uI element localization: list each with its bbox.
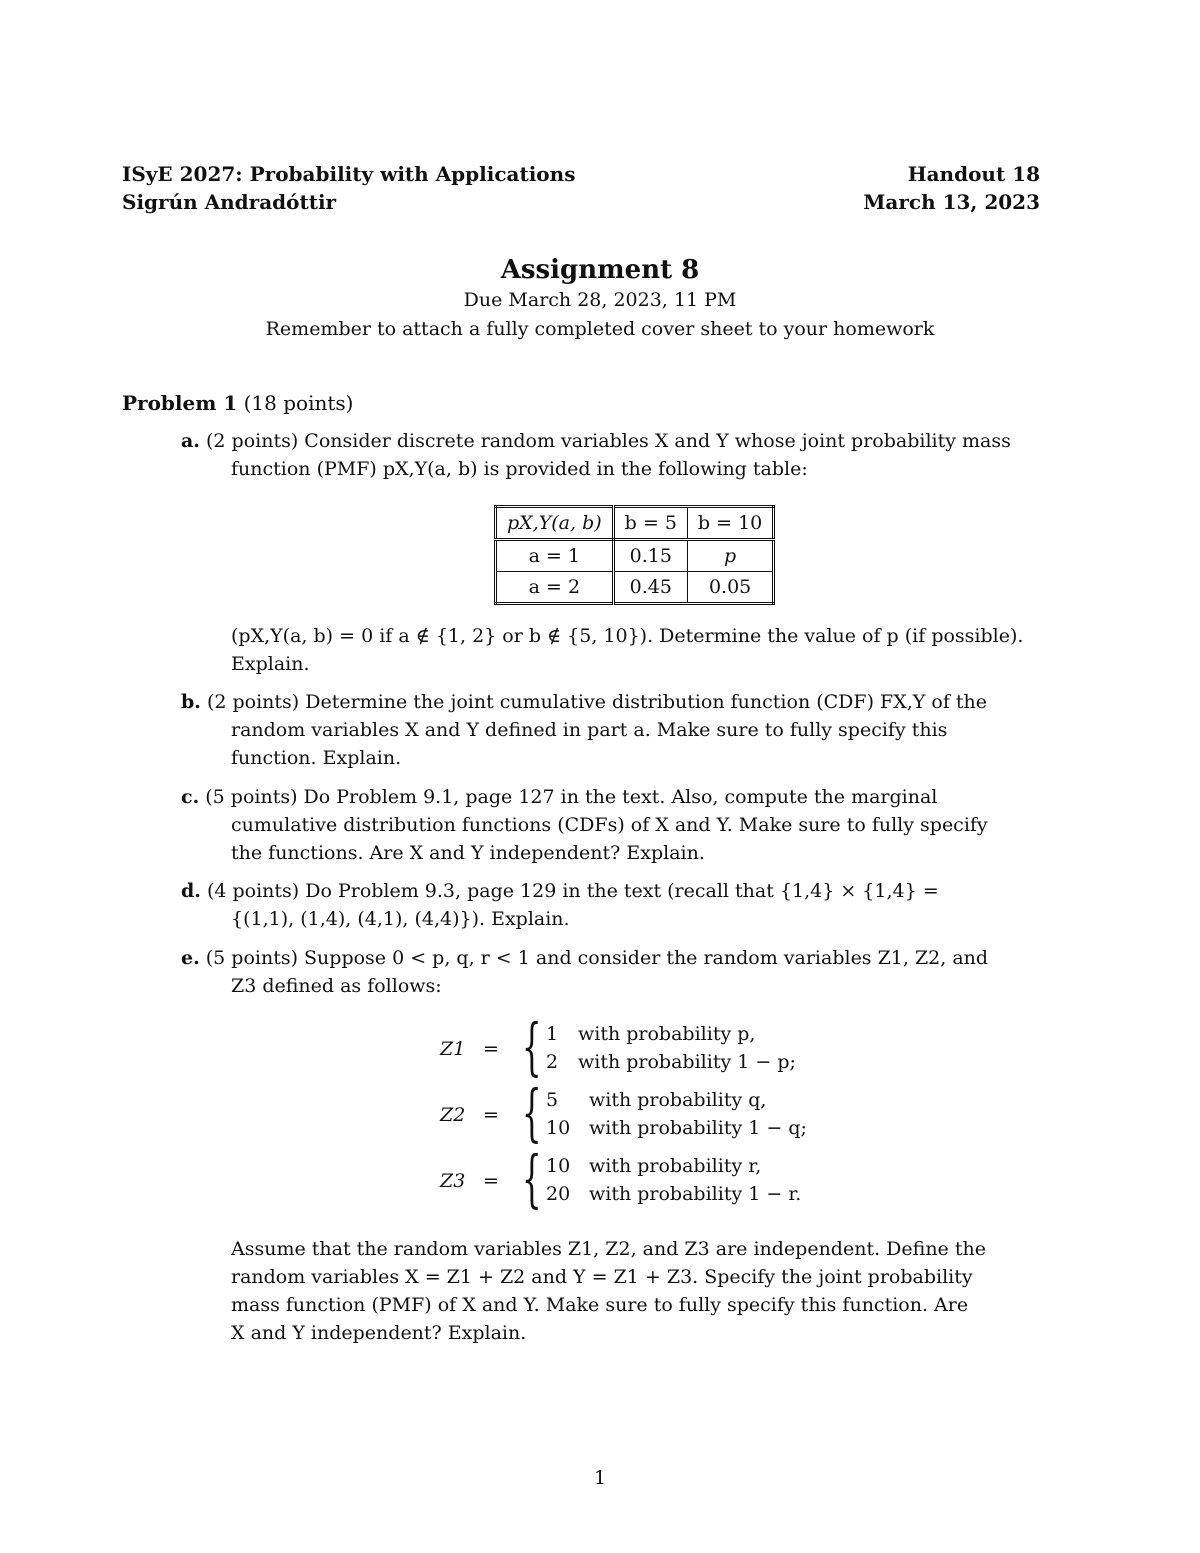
pmf-table xyxy=(494,505,775,605)
table-header-row xyxy=(496,507,774,540)
table-header-cell: pX,Y(a, b) xyxy=(496,507,614,540)
part-c xyxy=(181,783,1041,811)
z3-value-2: 20 xyxy=(546,1183,571,1205)
part-d-line-2: {(1,1), (1,4), (4,1), (4,4)}). Explain. xyxy=(231,908,570,930)
part-b-line-2: random variables X and Y defined in part a. Make sure to fully specify this xyxy=(231,719,948,741)
part-b-line-1: (2 points) Determine the joint cumulative distribution function (CDF) FX,Y of the xyxy=(206,691,988,713)
course-title: ISyE 2027: Probability with Applications xyxy=(122,162,576,186)
z2-equals: = xyxy=(483,1104,499,1126)
table-cell: p xyxy=(687,540,773,572)
z2-brace-icon: { xyxy=(521,1076,542,1149)
z2-prob-1: with probability q, xyxy=(589,1089,767,1111)
table-cell: a = 1 xyxy=(496,540,614,572)
part-e-para-1: Assume that the random variables Z1, Z2, and Z3 are independent. Define the xyxy=(231,1238,986,1260)
problem-points: (18 points) xyxy=(243,391,354,415)
part-a xyxy=(181,427,1041,455)
part-a-label: a. xyxy=(181,430,200,452)
part-a-text-1: (2 points) Consider discrete random variables X and Y whose joint probability mass xyxy=(205,430,1011,452)
z1-value-1: 1 xyxy=(546,1023,559,1045)
part-d-line-1: (4 points) Do Problem 9.3, page 129 in the text (recall that {1,4} × {1,4} = xyxy=(206,880,939,902)
problem-label: Problem 1 xyxy=(122,391,238,415)
table-cell: 0.05 xyxy=(687,572,773,604)
part-e-para-4: X and Y independent? Explain. xyxy=(231,1322,527,1344)
part-a-after-1: (pX,Y(a, b) = 0 if a ∉ {1, 2} or b ∉ {5, 10}). Determine the value of p (if possible). xyxy=(231,625,1024,647)
part-e-line-1: (5 points) Suppose 0 < p, q, r < 1 and consider the random variables Z1, Z2, and xyxy=(205,947,989,969)
part-b-line-3: function. Explain. xyxy=(231,747,402,769)
z2-prob-2: with probability 1 − q; xyxy=(589,1117,807,1139)
z3-prob-1: with probability r, xyxy=(589,1155,762,1177)
part-e xyxy=(181,944,1041,972)
part-b-label: b. xyxy=(181,691,201,713)
problem-1-heading xyxy=(122,391,353,415)
page-number: 1 xyxy=(593,1467,607,1489)
table-row xyxy=(496,572,774,604)
z1-prob-1: with probability p, xyxy=(578,1023,756,1045)
part-e-label: e. xyxy=(181,947,200,969)
part-d xyxy=(181,877,1041,905)
assignment-title: Assignment 8 xyxy=(500,255,700,285)
part-d-label: d. xyxy=(181,880,201,902)
part-b xyxy=(181,688,1041,716)
z1-equals: = xyxy=(483,1038,499,1060)
z2-value-1: 5 xyxy=(546,1089,559,1111)
table-cell: a = 2 xyxy=(496,572,614,604)
z3-brace-icon: { xyxy=(521,1142,542,1215)
cover-sheet-reminder: Remember to attach a fully completed cover sheet to your homework xyxy=(265,318,935,340)
z1-value-2: 2 xyxy=(546,1051,559,1073)
table-header-cell: b = 5 xyxy=(613,507,687,540)
part-c-line-3: the functions. Are X and Y independent? Explain. xyxy=(231,842,705,864)
handout-date: March 13, 2023 xyxy=(863,190,1040,214)
z3-prob-2: with probability 1 − r. xyxy=(589,1183,802,1205)
z3-equals: = xyxy=(483,1170,499,1192)
part-a-text-2: function (PMF) pX,Y(a, b) is provided in the following table: xyxy=(231,458,808,480)
part-e-para-3: mass function (PMF) of X and Y. Make sure to fully specify this function. Are xyxy=(231,1294,969,1316)
z2-name: Z2 xyxy=(440,1104,466,1126)
part-e-para-2: random variables X = Z1 + Z2 and Y = Z1 + Z3. Specify the joint probability xyxy=(231,1266,973,1288)
table-cell: 0.45 xyxy=(613,572,687,604)
z3-name: Z3 xyxy=(440,1170,466,1192)
author-name: Sigrún Andradóttir xyxy=(122,190,337,214)
header-line-1 xyxy=(122,162,1040,186)
z2-value-2: 10 xyxy=(546,1117,571,1139)
table-cell: 0.15 xyxy=(613,540,687,572)
part-c-line-2: cumulative distribution functions (CDFs) of X and Y. Make sure to fully specify xyxy=(231,814,988,836)
part-c-label: c. xyxy=(181,786,200,808)
part-e-line-2: Z3 defined as follows: xyxy=(231,975,442,997)
table-header-cell: b = 10 xyxy=(687,507,773,540)
z1-prob-2: with probability 1 − p; xyxy=(578,1051,796,1073)
z1-brace-icon: { xyxy=(521,1010,542,1083)
due-date: Due March 28, 2023, 11 PM xyxy=(463,289,737,311)
handout-number: Handout 18 xyxy=(907,162,1040,186)
header-line-2 xyxy=(122,190,1040,214)
part-c-line-1: (5 points) Do Problem 9.1, page 127 in the text. Also, compute the marginal xyxy=(205,786,938,808)
table-row xyxy=(496,540,774,572)
z3-value-1: 10 xyxy=(546,1155,571,1177)
z1-name: Z1 xyxy=(440,1038,466,1060)
part-a-after-2: Explain. xyxy=(231,653,310,675)
